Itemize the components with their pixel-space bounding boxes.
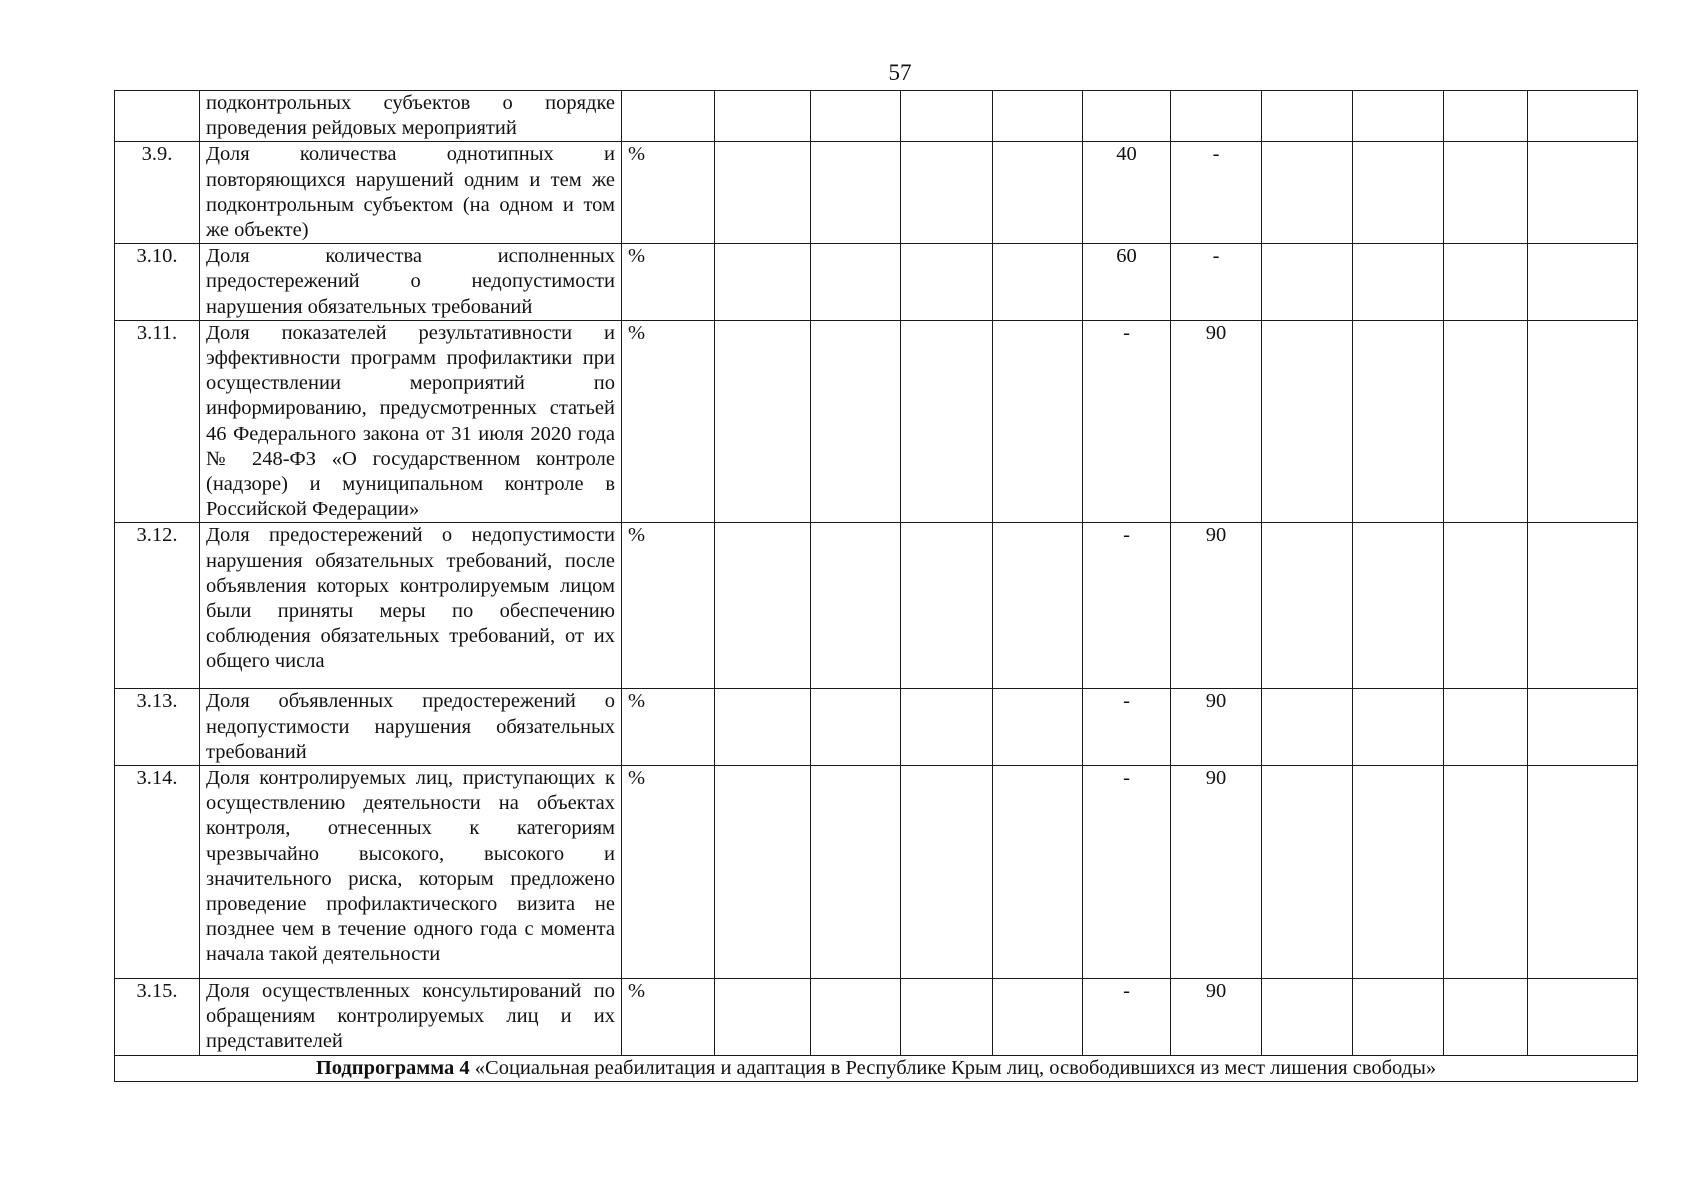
value-cell-10	[1528, 523, 1638, 689]
value-cell-10	[1528, 91, 1638, 142]
value-cell-8	[1353, 979, 1444, 1056]
value-cell-8	[1353, 244, 1444, 321]
indicators-table	[114, 90, 1638, 1082]
value-cell-1	[715, 766, 811, 979]
value-cell-6: 90	[1171, 523, 1262, 689]
value-cell-3	[901, 142, 993, 244]
value-cell-8	[1353, 689, 1444, 766]
indicator-name: Доля предостережений о недопустимости нарушения обязательных требований, после объявления которых контролируемым лицом были приняты меры по обеспечению соблюдения обязательных требований, от их общего числа	[200, 523, 622, 689]
value-cell-4	[993, 91, 1083, 142]
value-cell-6	[1171, 91, 1262, 142]
value-cell-6: 90	[1171, 766, 1262, 979]
unit-cell: %	[622, 523, 715, 689]
value-cell-10	[1528, 689, 1638, 766]
value-cell-3	[901, 979, 993, 1056]
value-cell-4	[993, 766, 1083, 979]
value-cell-9	[1444, 320, 1528, 523]
page-number: 57	[888, 60, 912, 85]
value-cell-4	[993, 320, 1083, 523]
subprogram-row	[115, 1055, 1638, 1081]
value-cell-2	[811, 91, 901, 142]
value-cell-5: -	[1083, 979, 1171, 1056]
value-cell-6: -	[1171, 142, 1262, 244]
value-cell-2	[811, 689, 901, 766]
value-cell-4	[993, 979, 1083, 1056]
value-cell-10	[1528, 979, 1638, 1056]
row-number	[115, 91, 200, 142]
unit-cell: %	[622, 766, 715, 979]
value-cell-3	[901, 523, 993, 689]
subprogram-name: «Социальная реабилитация и адаптация в Республике Крым лиц, освободившихся из мест лишения свободы»	[469, 1056, 1437, 1079]
value-cell-6: 90	[1171, 979, 1262, 1056]
value-cell-6: 90	[1171, 320, 1262, 523]
value-cell-10	[1528, 244, 1638, 321]
value-cell-7	[1262, 244, 1353, 321]
value-cell-5: -	[1083, 689, 1171, 766]
value-cell-3	[901, 689, 993, 766]
value-cell-3	[901, 320, 993, 523]
value-cell-5: -	[1083, 320, 1171, 523]
value-cell-2	[811, 979, 901, 1056]
value-cell-3	[901, 766, 993, 979]
value-cell-4	[993, 244, 1083, 321]
unit-cell	[622, 91, 715, 142]
unit-cell: %	[622, 689, 715, 766]
row-number: 3.9.	[115, 142, 200, 244]
value-cell-8	[1353, 523, 1444, 689]
value-cell-8	[1353, 766, 1444, 979]
value-cell-8	[1353, 142, 1444, 244]
value-cell-1	[715, 142, 811, 244]
value-cell-1	[715, 244, 811, 321]
value-cell-6: -	[1171, 244, 1262, 321]
unit-cell: %	[622, 320, 715, 523]
table-row	[115, 979, 1638, 1056]
value-cell-7	[1262, 689, 1353, 766]
value-cell-2	[811, 244, 901, 321]
value-cell-5	[1083, 91, 1171, 142]
row-number: 3.13.	[115, 689, 200, 766]
value-cell-10	[1528, 766, 1638, 979]
table-row	[115, 766, 1638, 979]
value-cell-1	[715, 523, 811, 689]
table-row	[115, 91, 1638, 142]
table-row	[115, 523, 1638, 689]
value-cell-2	[811, 142, 901, 244]
value-cell-2	[811, 523, 901, 689]
value-cell-1	[715, 320, 811, 523]
row-number: 3.14.	[115, 766, 200, 979]
value-cell-1	[715, 979, 811, 1056]
indicator-name: Доля осуществленных консультирований по обращениям контролируемых лиц и их представителей	[200, 979, 622, 1056]
unit-cell: %	[622, 979, 715, 1056]
table-row	[115, 320, 1638, 523]
indicator-name: Доля контролируемых лиц, приступающих к осуществлению деятельности на объектах контроля, отнесенных к категориям чрезвычайно высокого, высокого и значительного риска, которым предложено проведение профилактического визита не позднее чем в течение одного года с момента начала такой деятельности	[200, 766, 622, 979]
value-cell-10	[1528, 142, 1638, 244]
indicator-name: Доля количества однотипных и повторяющихся нарушений одним и тем же подконтрольным субъектом (на одном и том же объекте)	[200, 142, 622, 244]
row-number: 3.12.	[115, 523, 200, 689]
value-cell-9	[1444, 523, 1528, 689]
value-cell-9	[1444, 689, 1528, 766]
value-cell-9	[1444, 91, 1528, 142]
value-cell-7	[1262, 320, 1353, 523]
value-cell-10	[1528, 320, 1638, 523]
subprogram-title	[115, 1055, 1638, 1081]
value-cell-5: 60	[1083, 244, 1171, 321]
indicator-name: Доля количества исполненных предостережений о недопустимости нарушения обязательных требований	[200, 244, 622, 321]
unit-cell: %	[622, 142, 715, 244]
value-cell-9	[1444, 244, 1528, 321]
value-cell-4	[993, 142, 1083, 244]
value-cell-7	[1262, 766, 1353, 979]
value-cell-5: -	[1083, 523, 1171, 689]
unit-cell: %	[622, 244, 715, 321]
value-cell-9	[1444, 979, 1528, 1056]
value-cell-2	[811, 320, 901, 523]
value-cell-1	[715, 689, 811, 766]
row-number: 3.15.	[115, 979, 200, 1056]
value-cell-4	[993, 689, 1083, 766]
table-row	[115, 689, 1638, 766]
indicator-name: Доля показателей результативности и эффективности программ профилактики при осуществлении мероприятий по информированию, предусмотренных статьей 46 Федерального закона от 31 июля 2020 года № 248-ФЗ «О государственном контроле (надзоре) и муниципальном контроле в Российской Федерации»	[200, 320, 622, 523]
row-number: 3.11.	[115, 320, 200, 523]
value-cell-5: -	[1083, 766, 1171, 979]
value-cell-7	[1262, 91, 1353, 142]
value-cell-2	[811, 766, 901, 979]
value-cell-5: 40	[1083, 142, 1171, 244]
value-cell-9	[1444, 142, 1528, 244]
value-cell-7	[1262, 142, 1353, 244]
value-cell-1	[715, 91, 811, 142]
value-cell-7	[1262, 523, 1353, 689]
indicator-name: подконтрольных субъектов о порядке проведения рейдовых мероприятий	[200, 91, 622, 142]
value-cell-9	[1444, 766, 1528, 979]
value-cell-8	[1353, 91, 1444, 142]
value-cell-6: 90	[1171, 689, 1262, 766]
indicator-name: Доля объявленных предостережений о недопустимости нарушения обязательных требований	[200, 689, 622, 766]
value-cell-7	[1262, 979, 1353, 1056]
value-cell-4	[993, 523, 1083, 689]
value-cell-3	[901, 244, 993, 321]
subprogram-number: Подпрограмма 4	[315, 1056, 470, 1079]
row-number: 3.10.	[115, 244, 200, 321]
table-row	[115, 244, 1638, 321]
value-cell-8	[1353, 320, 1444, 523]
value-cell-3	[901, 91, 993, 142]
table-row	[115, 142, 1638, 244]
